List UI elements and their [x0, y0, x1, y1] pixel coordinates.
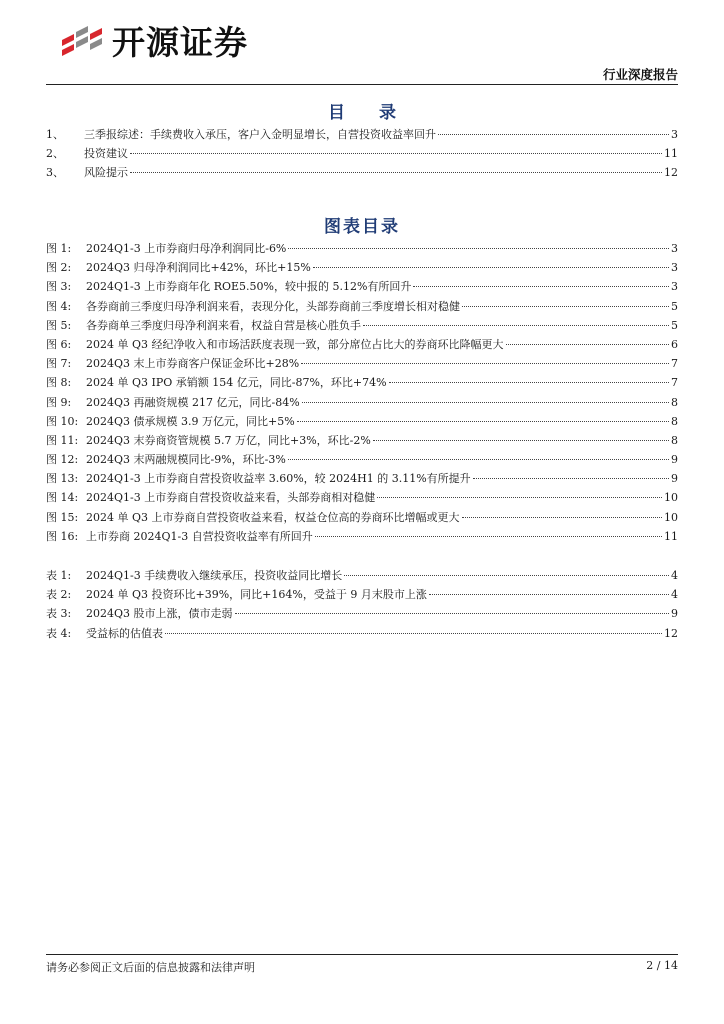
entry-title: 2024Q3 股市上涨，债市走弱 — [86, 607, 233, 621]
entry-page: 7 — [671, 357, 678, 371]
logo-mark-icon — [60, 20, 106, 64]
entry-number: 图 1: — [46, 242, 72, 255]
table-list — [46, 567, 678, 644]
entry-page: 7 — [671, 376, 678, 390]
entry-page: 3 — [671, 261, 678, 275]
entry-number: 图 6: — [46, 337, 72, 351]
entry-number: 表 1: — [46, 569, 72, 582]
entry-title: 2024Q3 末券商资管规模 5.7 万亿，同比+3%，环比-2% — [86, 433, 371, 447]
table-entry[interactable] — [46, 625, 678, 644]
entry-title: 受益标的估值表 — [86, 626, 163, 640]
figure-entry[interactable] — [46, 336, 678, 355]
entry-number: 图 3: — [46, 280, 72, 294]
dot-leader — [344, 575, 669, 576]
dot-leader — [389, 382, 669, 383]
entry-page: 3 — [671, 128, 678, 141]
entry-page: 12 — [664, 626, 678, 640]
entry-number: 图 12: — [46, 453, 79, 467]
entry-page: 11 — [664, 529, 678, 543]
footer-divider — [46, 954, 678, 955]
entry-number: 表 4: — [46, 626, 72, 640]
entry-page: 5 — [671, 299, 678, 313]
dot-leader — [473, 478, 669, 479]
toc-list — [46, 126, 678, 184]
figure-entry[interactable] — [46, 432, 678, 451]
table-entry[interactable] — [46, 567, 678, 586]
entry-number: 3、 — [46, 166, 64, 180]
figure-entry[interactable] — [46, 509, 678, 528]
entry-number: 图 15: — [46, 510, 79, 524]
figure-entry[interactable] — [46, 413, 678, 432]
entry-number: 图 13: — [46, 472, 79, 486]
header-divider — [46, 84, 678, 85]
entry-title: 2024Q3 再融资规模 217 亿元，同比-84% — [86, 395, 300, 409]
entry-title: 2024Q1-3 上市券商自营投资收益率 3.60%，较 2024H1 的 3.11%有所提升 — [86, 472, 471, 486]
dot-leader — [462, 517, 663, 518]
entry-number: 图 14: — [46, 491, 79, 505]
entry-number: 图 10: — [46, 414, 79, 428]
entry-number: 表 2: — [46, 588, 72, 602]
entry-title: 2024Q1-3 手续费收入继续承压，投资收益同比增长 — [86, 569, 343, 582]
entry-number: 1、 — [46, 128, 64, 141]
entry-title: 2024Q1-3 上市券商归母净利润同比-6% — [86, 242, 287, 255]
dot-leader — [363, 325, 669, 326]
dot-leader — [235, 613, 669, 614]
figure-entry[interactable] — [46, 355, 678, 374]
dot-leader — [377, 497, 662, 498]
entry-title: 2024Q1-3 上市券商年化 ROE5.50%，较中报的 5.12%有所回升 — [86, 280, 412, 294]
dot-leader — [165, 633, 662, 634]
dot-leader — [462, 306, 669, 307]
dot-leader — [429, 594, 669, 595]
entry-page: 8 — [671, 433, 678, 447]
entry-page: 8 — [671, 395, 678, 409]
entry-page: 12 — [664, 166, 678, 180]
toc-title: 目 录 — [328, 103, 410, 123]
entry-number: 图 2: — [46, 261, 72, 275]
entry-number: 表 3: — [46, 607, 72, 621]
entry-title: 2024 单 Q3 IPO 承销额 154 亿元，同比-87%，环比+74% — [86, 376, 387, 390]
entry-title: 风险提示 — [84, 166, 128, 180]
figure-entry[interactable] — [46, 489, 678, 508]
toc-entry[interactable] — [46, 164, 678, 183]
dot-leader — [373, 440, 669, 441]
entry-title: 2024 单 Q3 投资环比+39%，同比+164%，受益于 9 月末股市上涨 — [86, 588, 427, 602]
entry-number: 图 5: — [46, 318, 72, 332]
figure-entry[interactable] — [46, 374, 678, 393]
entry-title: 2024Q3 末两融规模同比-9%，环比-3% — [86, 453, 286, 467]
entry-page: 9 — [671, 472, 678, 486]
entry-page: 10 — [664, 510, 678, 524]
dot-leader — [130, 153, 662, 154]
dot-leader — [313, 267, 669, 268]
entry-title: 投资建议 — [84, 147, 128, 161]
entry-title: 2024 单 Q3 经纪净收入和市场活跃度表现一致，部分席位占比大的券商环比降幅更大 — [86, 337, 504, 351]
entry-page: 9 — [671, 453, 678, 467]
figure-entry[interactable] — [46, 451, 678, 470]
entry-title: 2024Q3 归母净利润同比+42%，环比+15% — [86, 261, 311, 275]
figure-list-title: 图表目录 — [324, 217, 400, 237]
entry-number: 图 8: — [46, 376, 72, 390]
entry-page: 4 — [671, 588, 678, 602]
entry-page: 9 — [671, 607, 678, 621]
entry-page: 3 — [671, 280, 678, 294]
entry-title: 三季报综述：手续费收入承压，客户入金明显增长，自营投资收益率回升 — [84, 128, 436, 141]
table-entry[interactable] — [46, 605, 678, 624]
company-name: 开源证券 — [112, 22, 248, 62]
dot-leader — [413, 286, 669, 287]
entry-title: 2024Q3 末上市券商客户保证金环比+28% — [86, 357, 300, 371]
page-indicator: 2 / 14 — [646, 959, 678, 972]
entry-title: 各券商前三季度归母净利润来看，表现分化，头部券商前三季度增长相对稳健 — [86, 299, 460, 313]
dot-leader — [288, 248, 669, 249]
toc-entry[interactable] — [46, 145, 678, 164]
figure-list — [46, 240, 678, 547]
dot-leader — [302, 402, 669, 403]
entry-number: 图 11: — [46, 433, 79, 447]
dot-leader — [288, 459, 669, 460]
dot-leader — [315, 536, 662, 537]
dot-leader — [297, 421, 669, 422]
figure-entry[interactable] — [46, 528, 678, 547]
toc-entry[interactable] — [46, 126, 678, 145]
entry-page: 3 — [671, 242, 678, 255]
entry-number: 2、 — [46, 147, 64, 161]
entry-page: 11 — [664, 147, 678, 161]
figure-entry[interactable] — [46, 278, 678, 297]
entry-number: 图 9: — [46, 395, 72, 409]
entry-number: 图 7: — [46, 357, 72, 371]
company-logo — [60, 20, 248, 64]
dot-leader — [506, 344, 670, 345]
report-type-label: 行业深度报告 — [602, 67, 678, 82]
figure-entry[interactable] — [46, 470, 678, 489]
entry-title: 2024Q3 债承规模 3.9 万亿元，同比+5% — [86, 414, 295, 428]
entry-title: 2024 单 Q3 上市券商自营投资收益来看，权益仓位高的券商环比增幅或更大 — [86, 510, 460, 524]
entry-title: 上市券商 2024Q1-3 自营投资收益率有所回升 — [86, 529, 313, 543]
figure-entry[interactable] — [46, 259, 678, 278]
entry-page: 8 — [671, 414, 678, 428]
figure-entry[interactable] — [46, 394, 678, 413]
table-entry[interactable] — [46, 586, 678, 605]
figure-entry[interactable] — [46, 317, 678, 336]
entry-page: 4 — [671, 569, 678, 582]
entry-title: 各券商单三季度归母净利润来看，权益自营是核心胜负手 — [86, 318, 361, 332]
entry-number: 图 16: — [46, 529, 79, 543]
dot-leader — [130, 172, 662, 173]
entry-title: 2024Q1-3 上市券商自营投资收益来看，头部券商相对稳健 — [86, 491, 376, 505]
figure-entry[interactable] — [46, 298, 678, 317]
entry-number: 图 4: — [46, 299, 72, 313]
footer-disclaimer: 请务必参阅正文后面的信息披露和法律声明 — [46, 961, 255, 974]
figure-entry[interactable] — [46, 240, 678, 259]
entry-page: 10 — [664, 491, 678, 505]
dot-leader — [301, 363, 669, 364]
entry-page: 5 — [671, 318, 678, 332]
entry-page: 6 — [671, 337, 678, 351]
dot-leader — [438, 134, 669, 135]
